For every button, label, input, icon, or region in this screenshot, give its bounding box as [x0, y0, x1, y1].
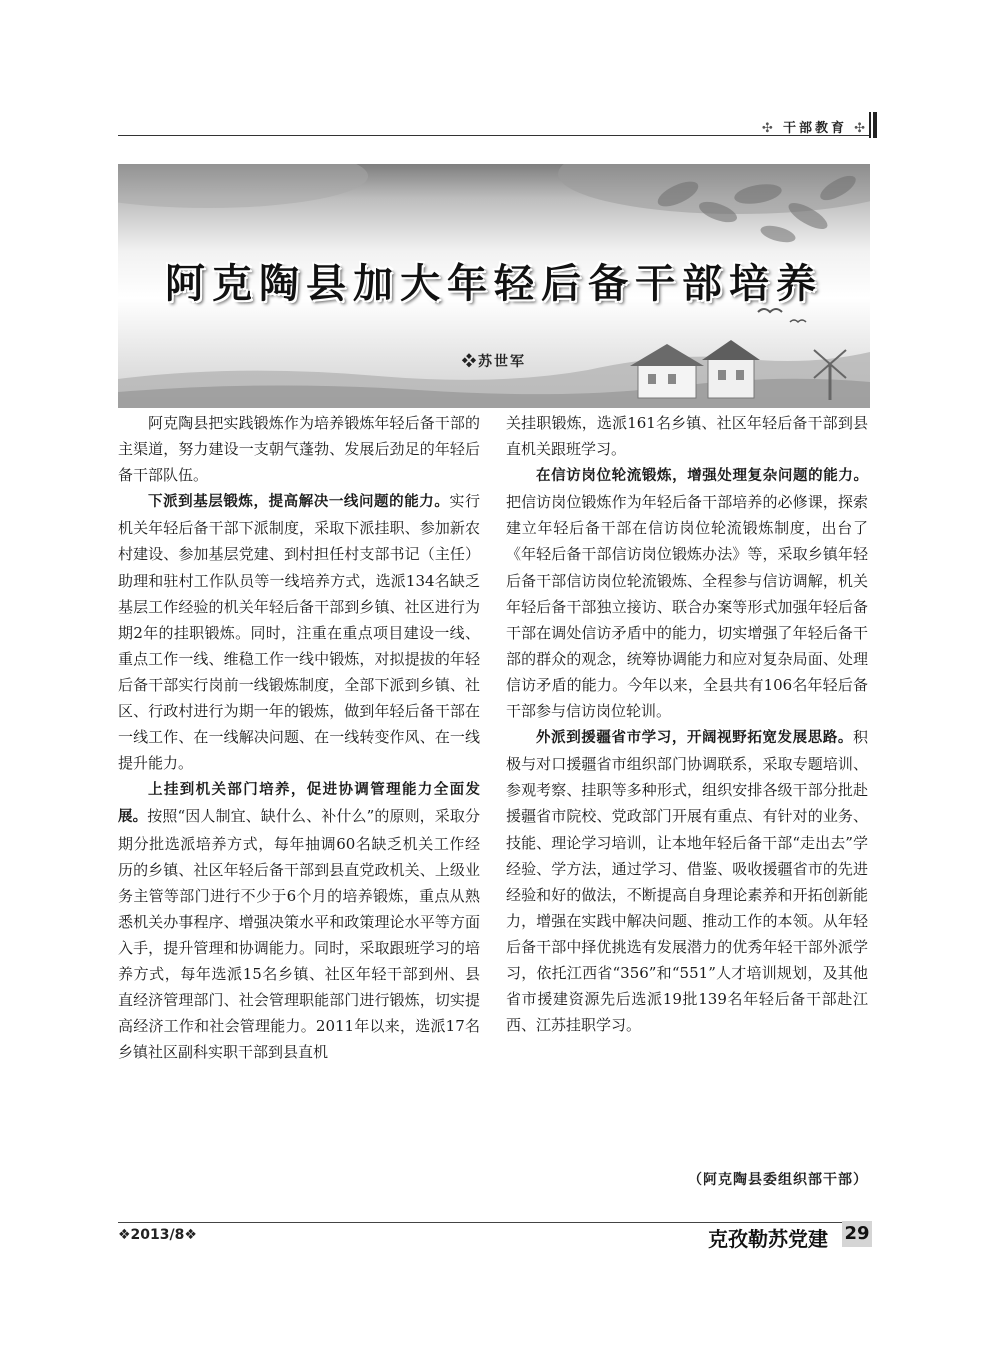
paragraph-body: 实行机关年轻后备干部下派制度，采取下派挂职、参加新农村建设、参加基层党建、到村担任村支部书记（主任）助理和驻村工作队员等一线培养方式，选派134名缺乏基层工作经验的机关年轻后备干部到乡镇、社区进行为期2年的挂职锻炼。同时，注重在重点项目建设一线、重点工作一线、维稳工作一线中锻炼，对拟提拔的年轻后备干部实行岗前一线锻炼制度，全部下派到乡镇、社区、行政村进行为期一年的锻炼，做到年轻后备干部在一线工作、在一线解决问题、在一线转变作风、在一线提升能力。: [118, 492, 480, 773]
article-column-left: [118, 410, 480, 1065]
paragraph-body: 积极与对口援疆省市组织部门协调联系，采取专题培训、参观考察、挂职等多种形式，组织安排各级干部分批赴援疆省市院校、党政部门开展有重点、有针对的业务、技能、理论学习培训，让本地年轻后备干部“走出去”学经验、学方法，通过学习、借鉴、吸收援疆省市的先进经验和好的做法，不断提高自身理论素养和开拓创新能力，增强在实践中解决问题、推动工作的本领。从年轻后备干部中择优挑选有发展潜力的优秀年轻干部外派学习，依托江西省“356”和“551”人才培训规划，及其他省市援建资源先后选派19批139名年轻后备干部赴江西、江苏挂职学习。: [506, 728, 868, 1035]
ornament-icon: ✣: [761, 121, 783, 136]
paragraph-heading: 外派到援疆省市学习，开阔视野拓宽发展思路。: [536, 730, 853, 747]
paragraph: 阿克陶县把实践锻炼作为培养锻炼年轻后备干部的主渠道，努力建设一支朝气蓬勃、发展后劲足的年轻后备干部队伍。: [118, 414, 480, 485]
header-rule: [118, 135, 870, 136]
paragraph-body: 按照“因人制宜、缺什么、补什么”的原则，采取分期分批选派培养方式，每年抽调60名缺乏机关工作经历的乡镇、社区年轻后备干部到县直党政机关、上级业务主管等部门进行不少于6个月的培养锻炼，重点从熟悉机关办事程序、增强决策水平和政策理论水平等方面入手，提升管理和协调能力。同时，采取跟班学习的培养方式，每年选派15名乡镇、社区年轻干部到州、县直经济管理部门、社会管理职能部门进行锻炼，切实提高经济工作和社会管理能力。2011年以来，选派17名乡镇社区副科实职干部到县直机: [118, 807, 481, 1062]
section-label: 干部教育: [782, 121, 847, 136]
page-number: 29: [842, 1221, 872, 1247]
article-title: 阿克陶县加大年轻后备干部培养: [165, 260, 823, 307]
paragraph: [118, 776, 480, 1065]
issue-date: ❖2013/8❖: [118, 1227, 197, 1243]
article-author: ❖苏世军: [462, 354, 526, 370]
magazine-name: 克孜勒苏党建: [708, 1227, 828, 1251]
article-column-right: [506, 410, 868, 1038]
paragraph: 关挂职锻炼，选派161名乡镇、社区年轻后备干部到县直机关跟班学习。: [506, 414, 868, 459]
paragraph: [118, 488, 480, 776]
paragraph-heading: 下派到基层锻炼，提高解决一线问题的能力。: [148, 494, 450, 511]
title-banner: [118, 164, 870, 408]
header-bars: [869, 112, 877, 138]
paragraph-body: 把信访岗位锻炼作为年轻后备干部培养的必修课，探索建立年轻后备干部在信访岗位轮流锻炼制度，出台了《年轻后备干部信访岗位锻炼办法》等，采取乡镇年轻后备干部信访岗位轮流锻炼、全程参与信访调解，机关年轻后备干部独立接访、联合办案等形式加强年轻后备干部在调处信访矛盾中的能力，切实增强了年轻后备干部的群众的观念，统筹协调能力和应对复杂局面、处理信访矛盾的能力。今年以来，全县共有106名年轻后备干部参与信访岗位轮训。: [506, 493, 868, 721]
section-tag: [748, 117, 868, 135]
ornament-icon: ✣: [846, 121, 868, 136]
paragraph-heading: 上挂到机关部门培养，促进协调管理能力全面发展。: [118, 782, 480, 826]
paragraph: [506, 724, 868, 1038]
article-source: （阿克陶县委组织部干部）: [688, 1172, 868, 1188]
paragraph-heading: 在信访岗位轮流锻炼，增强处理复杂问题的能力。: [536, 468, 868, 485]
paragraph: [506, 462, 868, 724]
